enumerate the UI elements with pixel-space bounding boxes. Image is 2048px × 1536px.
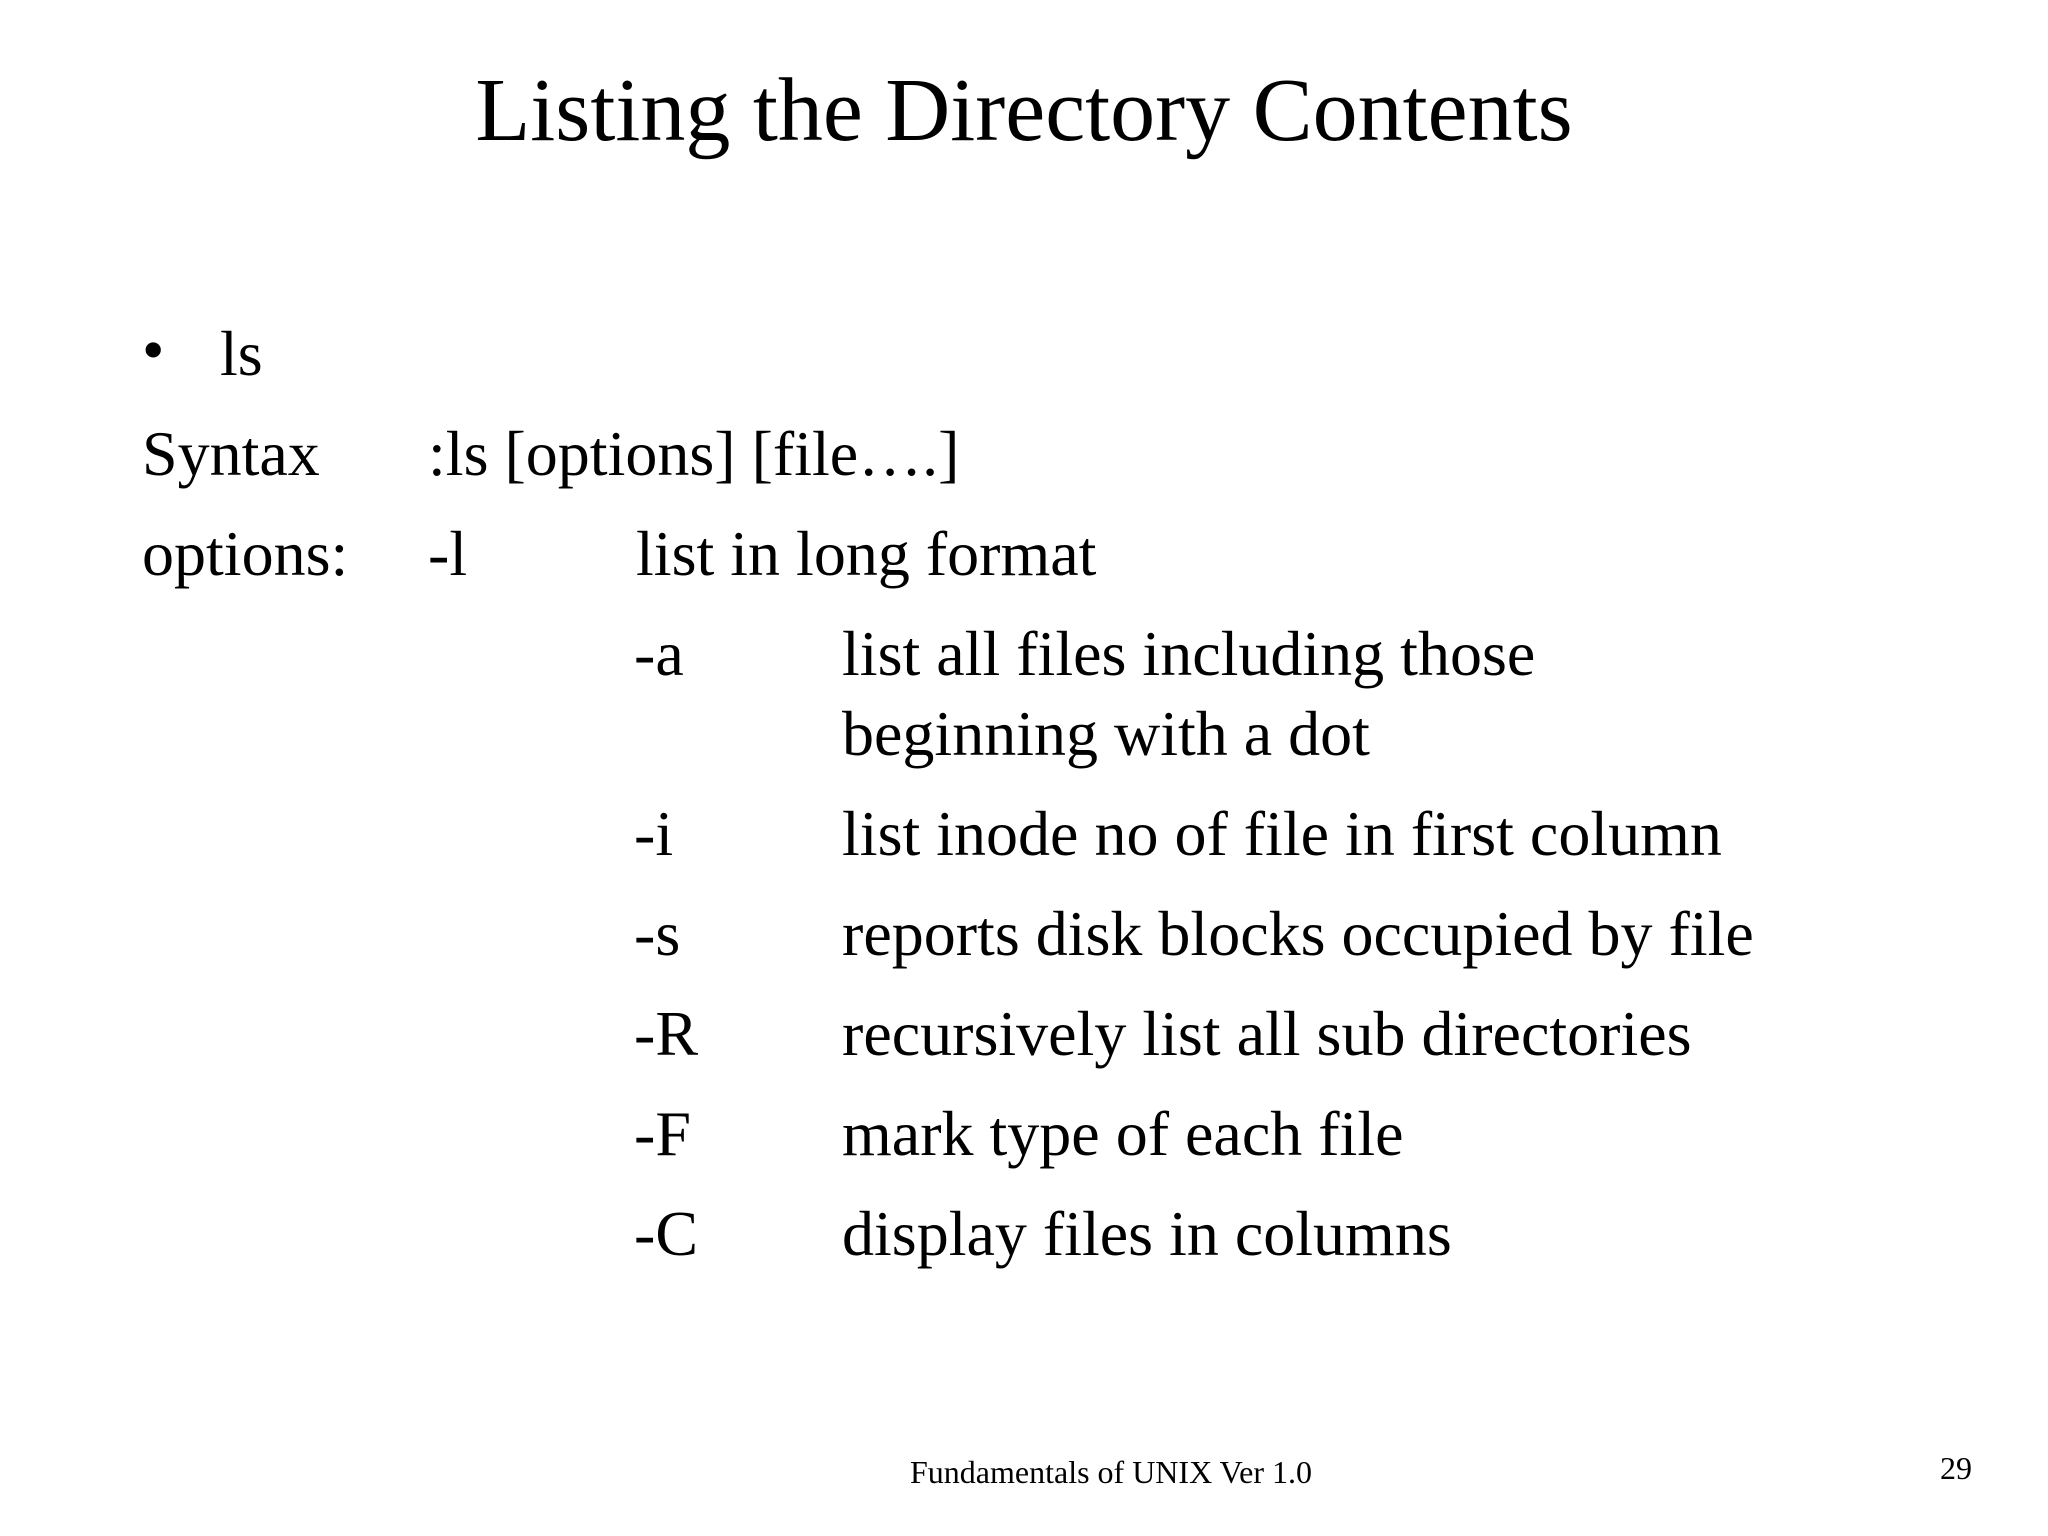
option-flag-l: -l	[428, 518, 468, 589]
option-desc-C: display files in columns	[842, 1198, 1452, 1269]
option-flag-i: -i	[634, 798, 674, 869]
option-flag-a: -a	[634, 618, 684, 689]
option-desc-R: recursively list all sub directories	[842, 998, 1692, 1069]
option-desc-s: reports disk blocks occupied by file	[842, 898, 1754, 969]
option-flag-s: -s	[634, 898, 681, 969]
syntax-label: Syntax	[142, 418, 320, 489]
slide-title: Listing the Directory Contents	[475, 61, 1573, 160]
bullet-text: ls	[220, 318, 263, 389]
bullet-icon: •	[142, 314, 165, 385]
option-flag-F: -F	[634, 1098, 691, 1169]
syntax-value: :ls [options] [file….]	[428, 418, 960, 489]
page-number: 29	[1940, 1450, 1972, 1486]
option-desc-l: list in long format	[636, 518, 1097, 589]
option-desc-i: list inode no of file in first column	[842, 798, 1722, 869]
option-flag-C: -C	[634, 1198, 698, 1269]
option-desc-a: list all files including those	[842, 618, 1536, 689]
slide-footer: Fundamentals of UNIX Ver 1.0	[910, 1454, 1313, 1490]
option-desc-a-line2: beginning with a dot	[842, 698, 1370, 769]
options-label: options:	[142, 518, 349, 589]
option-desc-F: mark type of each file	[842, 1098, 1404, 1169]
option-flag-R: -R	[634, 998, 698, 1069]
